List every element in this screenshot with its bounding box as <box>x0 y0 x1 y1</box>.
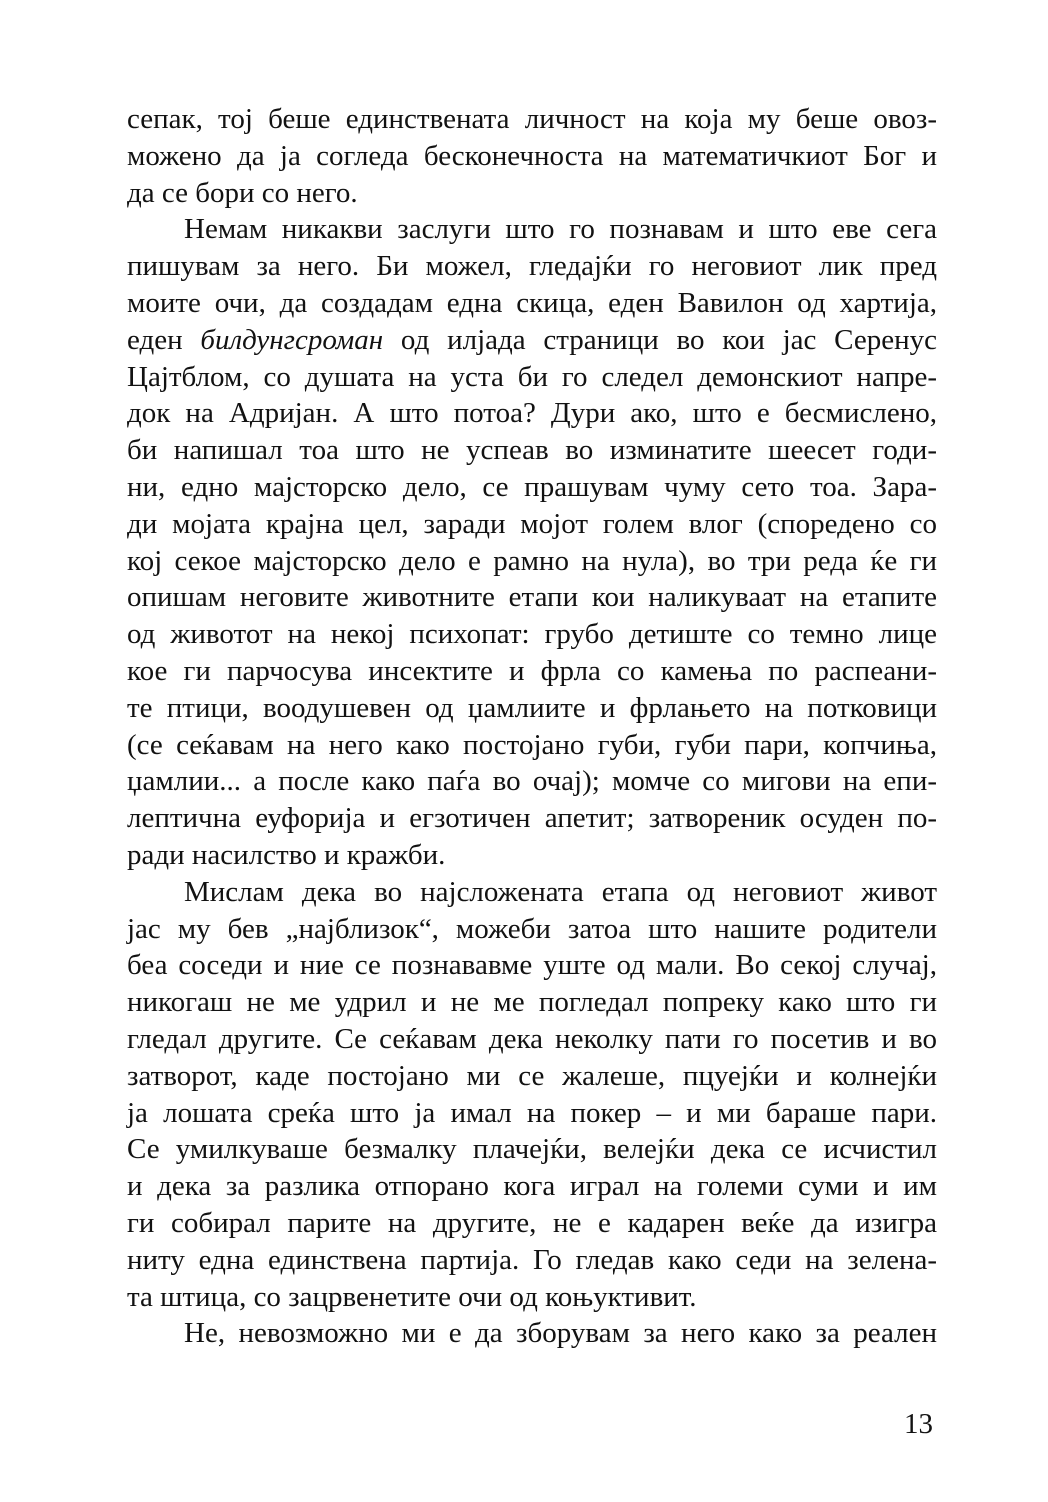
text-segment: ради насилство и кражби. <box>127 838 446 871</box>
text-line <box>127 1021 937 1058</box>
text-segment: еден <box>127 323 201 356</box>
text-line <box>127 138 937 175</box>
text-segment: опишам неговите животните етапи кои наликуваат на етапите <box>127 581 937 614</box>
text-segment: од животот на некој психопат: грубо детиште со темно лице <box>127 618 937 651</box>
text-line <box>127 359 937 396</box>
text-segment: те птици, воодушевен од џамлиите и фрлањето на потковици <box>127 691 937 724</box>
text-segment: Не, невозможно ми е да зборувам за него како за реален <box>184 1317 937 1350</box>
text-segment: Цајтблом, со душата на уста би го следел демонскиот напре- <box>127 360 937 393</box>
text-segment: џамлии... а после како паѓа во очај); момче со мигови на епи- <box>127 765 937 798</box>
text-segment: моите очи, да создадам една скица, еден Вавилон од хартија, <box>127 286 937 319</box>
text-line <box>127 543 937 580</box>
italic-term: билдунгсроман <box>200 323 384 356</box>
text-line <box>127 837 937 874</box>
text-segment: Немам никакви заслуги што го познавам и што еве сега <box>184 213 937 246</box>
text-line <box>127 874 937 911</box>
page-text <box>127 101 937 1352</box>
text-segment: кој секое мајсторско дело е рамно на нула), во три реда ќе ги <box>127 544 937 577</box>
text-line <box>127 285 937 322</box>
text-line <box>127 1095 937 1132</box>
text-line <box>127 1131 937 1168</box>
text-segment: та штица, со зацрвенетите очи од коњуктивит. <box>127 1280 697 1313</box>
text-segment: од илјада страници во кои јас Серенус <box>383 323 937 356</box>
text-segment: ја лошата среќа што ја имал на покер – и ми бараше пари. <box>127 1096 937 1129</box>
text-segment: док на Адријан. А што потоа? Дури ако, што е бесмислено, <box>127 397 937 430</box>
text-line <box>127 1315 937 1352</box>
text-line <box>127 1205 937 1242</box>
text-line <box>127 1242 937 1279</box>
text-segment: никогаш не ме удрил и не ме погледал попреку како што ги <box>127 986 937 1019</box>
text-line <box>127 469 937 506</box>
text-line <box>127 432 937 469</box>
text-segment: лептична еуфорија и егзотичен апетит; затвореник осуден по- <box>127 802 937 835</box>
text-segment: Мислам дека во најсложената етапа од неговиот живот <box>184 875 937 908</box>
text-segment: јас му бев „најблизок“, можеби затоа што нашите родители <box>127 912 937 945</box>
text-line <box>127 616 937 653</box>
text-segment: би напишал тоа што не успеав во изминатите шеесет годи- <box>127 434 937 467</box>
text-line <box>127 1168 937 1205</box>
text-line <box>127 579 937 616</box>
text-line <box>127 395 937 432</box>
page-number: 13 <box>904 1408 933 1440</box>
text-segment: пишувам за него. Би можел, гледајќи го неговиот лик пред <box>127 250 937 283</box>
text-segment: ди мојата крајна цел, заради мојот голем влог (споредено со <box>127 507 937 540</box>
text-segment: и дека за разлика отпорано кога играл на големи суми и им <box>127 1170 937 1203</box>
text-line <box>127 911 937 948</box>
text-line <box>127 1279 937 1316</box>
text-line <box>127 175 937 212</box>
text-line <box>127 653 937 690</box>
text-segment: Се умилкуваше безмалку плачејќи, велејќи дека се исчистил <box>127 1133 937 1166</box>
text-segment: ни, едно мајсторско дело, се прашувам чуму сето тоа. Зара- <box>127 470 937 503</box>
text-line <box>127 727 937 764</box>
text-line <box>127 984 937 1021</box>
text-line <box>127 947 937 984</box>
text-line <box>127 690 937 727</box>
text-line <box>127 248 937 285</box>
text-segment: (се сеќавам на него како постојано губи, губи пари, копчиња, <box>127 728 937 761</box>
text-line <box>127 1058 937 1095</box>
text-segment: ги собирал парите на другите, не е кадарен веќе да изигра <box>127 1206 937 1239</box>
text-segment: ниту една единствена партија. Го гледав како седи на зелена- <box>127 1243 937 1276</box>
text-line <box>127 101 937 138</box>
text-line <box>127 322 937 359</box>
text-line <box>127 506 937 543</box>
text-segment: кое ги парчосува инсектите и фрла со камења по распеани- <box>127 654 937 687</box>
text-line <box>127 763 937 800</box>
text-segment: гледал другите. Се сеќавам дека неколку пати го посетив и во <box>127 1022 937 1055</box>
text-line <box>127 800 937 837</box>
text-line <box>127 211 937 248</box>
text-segment: беа соседи и ние се познававме уште од мали. Во секој случај, <box>127 949 937 982</box>
text-segment: сепак, тој беше единствената личност на која му беше овоз- <box>127 103 937 135</box>
text-segment: затворот, каде постојано ми се жалеше, пцуејќи и колнејќи <box>127 1059 937 1092</box>
text-segment: да се бори со него. <box>127 176 358 209</box>
text-segment: можено да ја согледа бесконечноста на математичкиот Бог и <box>127 139 937 172</box>
